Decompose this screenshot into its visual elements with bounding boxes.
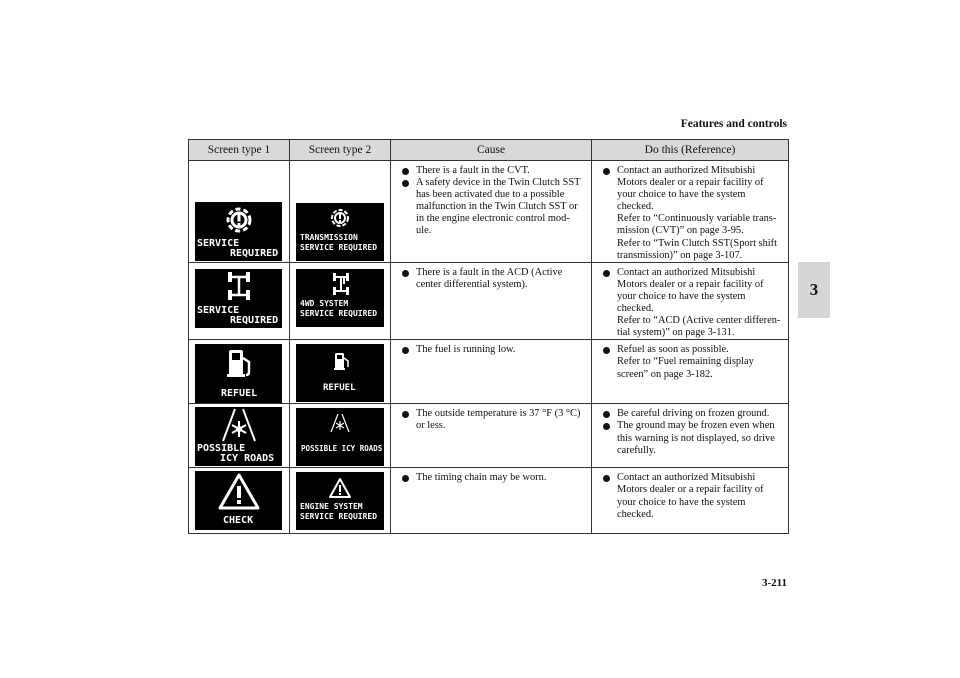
page-header: Features and controls	[680, 118, 787, 130]
screen-type-1-cell	[189, 340, 290, 404]
cause-item: There is a fault in the ACD (Active center differential system).	[400, 267, 588, 291]
icy-road-icon	[296, 408, 384, 466]
4wd-service-required-screen	[195, 269, 282, 328]
warning-table	[188, 139, 789, 534]
screen-line-1: POSSIBLE ICY ROADS	[301, 444, 383, 454]
header-screen-type-2: Screen type 2	[290, 140, 391, 161]
screen-line-1: SERVICE	[197, 304, 240, 316]
table-row	[189, 262, 789, 340]
4wd-system-service-screen	[296, 269, 384, 327]
screen-line-1: SERVICE	[197, 238, 240, 249]
action-item: Contact an authorized Mitsubishi Motors dealer or a repair facility of your choice to have the system checked. Refer to “ACD (Active center differen- tial system)” on page 3-131.	[601, 267, 785, 340]
table-row	[189, 468, 789, 534]
cause-cell	[391, 340, 592, 404]
icy-roads-screen	[296, 408, 384, 466]
screen-type-2-cell	[290, 340, 391, 404]
action-item: Be careful driving on frozen ground.	[601, 408, 785, 420]
screen-line-2: ICY ROADS	[220, 453, 275, 465]
screen-line-1: CHECK	[223, 515, 254, 527]
table-row	[189, 161, 789, 263]
cause-item: The timing chain may be worn.	[400, 472, 588, 484]
screen-line-1: TRANSMISSION	[300, 233, 358, 242]
header-screen-type-1: Screen type 1	[189, 140, 290, 161]
cause-cell	[391, 161, 592, 263]
table-header-row	[189, 140, 789, 161]
refuel-screen	[296, 344, 384, 402]
screen-line-1: 4WD SYSTEM	[300, 298, 349, 308]
page-number: 3-211	[761, 577, 787, 589]
screen-type-2-cell	[290, 404, 391, 468]
screen-type-1-cell	[189, 161, 290, 263]
table-row	[189, 404, 789, 468]
cause-item: The outside temperature is 37 °F (3 °C) or less.	[400, 408, 588, 432]
screen-type-1-cell	[189, 404, 290, 468]
action-cell	[592, 468, 789, 534]
action-item: Refuel as soon as possible. Refer to “Fuel remaining display screen” on page 3-182.	[601, 344, 785, 380]
cause-item: There is a fault in the CVT.	[400, 165, 588, 177]
screen-line-2: REQUIRED	[230, 314, 279, 326]
action-cell	[592, 340, 789, 404]
action-item: The ground may be frozen even when this warning is not displayed, so drive carefully.	[601, 420, 785, 456]
check-screen	[195, 471, 282, 530]
action-cell	[592, 404, 789, 468]
transmission-service-screen	[296, 203, 384, 261]
screen-line-1: POSSIBLE	[197, 443, 246, 455]
screen-line-2: SERVICE REQUIRED	[300, 308, 378, 318]
screen-type-2-cell	[290, 262, 391, 340]
cause-item: A safety device in the Twin Clutch SST has been activated due to a possible malfunction in the Twin Clutch SST or in the engine electronic control mod- ule.	[400, 177, 588, 237]
screen-line-2: SERVICE REQUIRED	[300, 243, 378, 252]
action-cell	[592, 161, 789, 263]
action-item: Contact an authorized Mitsubishi Motors dealer or a repair facility of your choice to have the system checked.	[601, 472, 785, 520]
screen-type-1-cell	[189, 468, 290, 534]
screen-type-2-cell	[290, 161, 391, 263]
cause-item: The fuel is running low.	[400, 344, 588, 356]
fuel-pump-icon	[296, 344, 384, 402]
refuel-screen	[195, 344, 282, 403]
header-cause: Cause	[391, 140, 592, 161]
screen-line-1: REFUEL	[323, 383, 356, 394]
action-cell	[592, 262, 789, 340]
header-do-this: Do this (Reference)	[592, 140, 789, 161]
screen-line-2: SERVICE REQUIRED	[300, 512, 378, 522]
cause-cell	[391, 468, 592, 534]
cause-cell	[391, 262, 592, 340]
screen-line-2: REQUIRED	[230, 248, 279, 259]
action-item: Contact an authorized Mitsubishi Motors dealer or a repair facility of your choice to have the system checked. Refer to “Continuously variable trans- mission (CVT)” on page 3-95. Refer to “Twin Clutch SST(Sport shift transmission)” on page 3-107.	[601, 165, 785, 262]
chapter-tab: 3	[798, 262, 830, 318]
cause-cell	[391, 404, 592, 468]
icy-roads-screen	[195, 407, 282, 466]
engine-system-screen	[296, 472, 384, 530]
screen-line-1: REFUEL	[221, 388, 258, 400]
screen-type-1-cell	[189, 262, 290, 340]
service-required-screen	[195, 202, 282, 261]
screen-type-2-cell	[290, 468, 391, 534]
table-row	[189, 340, 789, 404]
screen-line-1: ENGINE SYSTEM	[300, 502, 363, 512]
